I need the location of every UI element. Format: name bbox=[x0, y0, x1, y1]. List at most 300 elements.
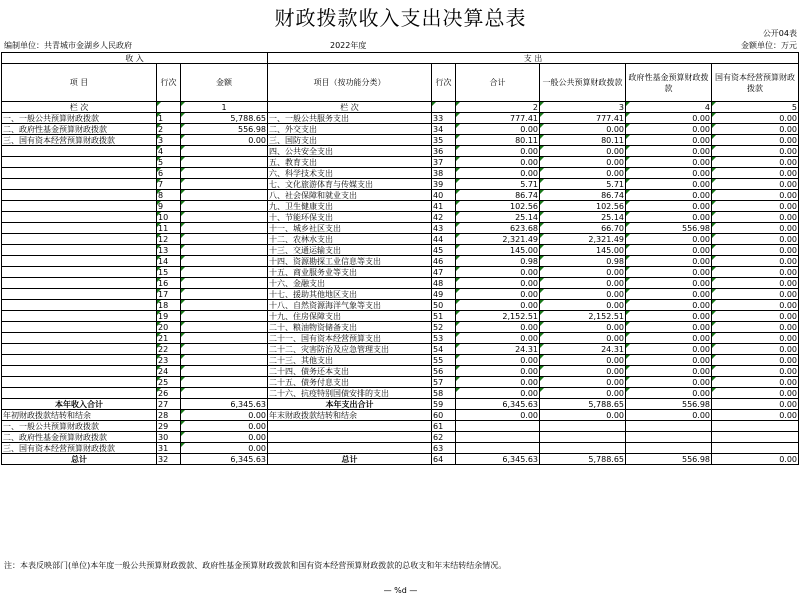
expense-row-no: 54 bbox=[432, 344, 456, 355]
expense-total: 0.00 bbox=[456, 289, 540, 300]
expense-general-budget: 0.00 bbox=[540, 289, 626, 300]
carryover-expense-row-no: 61 bbox=[432, 421, 456, 432]
expense-gov-fund: 0.00 bbox=[626, 388, 712, 399]
income-amount bbox=[181, 201, 268, 212]
expense-general-budget: 777.41 bbox=[540, 113, 626, 124]
expense-total: 25.14 bbox=[456, 212, 540, 223]
expense-gov-fund: 0.00 bbox=[626, 190, 712, 201]
carryover-income-item: 二、政府性基金预算财政拨款 bbox=[2, 432, 157, 443]
income-item bbox=[2, 333, 157, 344]
carryover-expense-total bbox=[456, 443, 540, 454]
income-row-no: 6 bbox=[157, 168, 181, 179]
income-amount bbox=[181, 168, 268, 179]
expense-row-no: 51 bbox=[432, 311, 456, 322]
expense-item: 二十一、国有资本经营预算支出 bbox=[268, 333, 432, 344]
grand-total-expense-row-no: 64 bbox=[432, 454, 456, 465]
expense-general-budget: 0.00 bbox=[540, 278, 626, 289]
expense-row-no: 42 bbox=[432, 212, 456, 223]
carryover-expense-state-capital bbox=[712, 432, 799, 443]
grand-total-income-amount: 6,345.63 bbox=[181, 454, 268, 465]
carryover-income-item: 一、一般公共预算财政拨款 bbox=[2, 421, 157, 432]
grand-total-row bbox=[2, 454, 799, 465]
carryover-expense-item bbox=[268, 432, 432, 443]
table-note: 注：本表反映部门(单位)本年度一般公共预算财政拨款、政府性基金预算财政拨款和国有资本经营预算财政拨款的总收支和年末结转结余情况。 bbox=[4, 561, 507, 570]
income-item bbox=[2, 223, 157, 234]
income-item bbox=[2, 355, 157, 366]
year-expense-state-capital: 0.00 bbox=[712, 399, 799, 410]
expense-state-capital: 0.00 bbox=[712, 300, 799, 311]
expense-row-no: 47 bbox=[432, 267, 456, 278]
year-expense-total: 6,345.63 bbox=[456, 399, 540, 410]
income-item bbox=[2, 366, 157, 377]
income-row-no: 2 bbox=[157, 124, 181, 135]
carryover-expense-state-capital: 0.00 bbox=[712, 410, 799, 421]
grand-total-income-label: 总计 bbox=[2, 454, 157, 465]
expense-total: 0.00 bbox=[456, 366, 540, 377]
expense-state-capital: 0.00 bbox=[712, 157, 799, 168]
expense-gov-fund: 0.00 bbox=[626, 377, 712, 388]
income-row-no: 25 bbox=[157, 377, 181, 388]
expense-general-budget: 0.00 bbox=[540, 355, 626, 366]
income-row-no: 24 bbox=[157, 366, 181, 377]
expense-state-capital: 0.00 bbox=[712, 377, 799, 388]
expense-gov-fund: 0.00 bbox=[626, 311, 712, 322]
income-item bbox=[2, 300, 157, 311]
expense-total: 145.00 bbox=[456, 245, 540, 256]
expense-state-capital: 0.00 bbox=[712, 168, 799, 179]
year-income-total-label: 本年收入合计 bbox=[2, 399, 157, 410]
expense-gov-fund: 0.00 bbox=[626, 245, 712, 256]
expense-item: 十二、农林水支出 bbox=[268, 234, 432, 245]
table-row bbox=[2, 388, 799, 399]
col-index-1: 1 bbox=[181, 102, 268, 113]
income-row-no: 8 bbox=[157, 190, 181, 201]
state-capital-header: 国有资本经营预算财政拨款 bbox=[712, 64, 799, 102]
expense-row-no: 49 bbox=[432, 289, 456, 300]
lan-ci-label: 栏 次 bbox=[2, 102, 157, 113]
income-amount bbox=[181, 179, 268, 190]
expense-general-budget: 5.71 bbox=[540, 179, 626, 190]
expense-item: 二十六、抗疫特别国债安排的支出 bbox=[268, 388, 432, 399]
expense-gov-fund: 0.00 bbox=[626, 267, 712, 278]
income-amount bbox=[181, 157, 268, 168]
carryover-expense-state-capital bbox=[712, 443, 799, 454]
expense-item: 九、卫生健康支出 bbox=[268, 201, 432, 212]
income-row-no: 1 bbox=[157, 113, 181, 124]
expense-total: 0.00 bbox=[456, 157, 540, 168]
year-expense-general-budget: 5,788.65 bbox=[540, 399, 626, 410]
expense-total: 5.71 bbox=[456, 179, 540, 190]
expense-general-budget: 0.00 bbox=[540, 267, 626, 278]
expense-state-capital: 0.00 bbox=[712, 333, 799, 344]
income-row-no: 4 bbox=[157, 146, 181, 157]
expense-item: 十九、住房保障支出 bbox=[268, 311, 432, 322]
expense-row-no: 46 bbox=[432, 256, 456, 267]
expense-row-no-header: 行次 bbox=[432, 64, 456, 102]
year-income-total-row-no: 27 bbox=[157, 399, 181, 410]
total-header: 合计 bbox=[456, 64, 540, 102]
expense-item: 十五、商业服务业等支出 bbox=[268, 267, 432, 278]
carryover-expense-item: 年末财政拨款结转和结余 bbox=[268, 410, 432, 421]
table-row bbox=[2, 300, 799, 311]
income-item bbox=[2, 344, 157, 355]
income-item bbox=[2, 234, 157, 245]
gov-fund-header: 政府性基金预算财政拨款 bbox=[626, 64, 712, 102]
carryover-income-amount: 0.00 bbox=[181, 432, 268, 443]
income-row-no: 9 bbox=[157, 201, 181, 212]
income-amount: 5,788.65 bbox=[181, 113, 268, 124]
expense-item-header: 项目（按功能分类） bbox=[268, 64, 432, 102]
income-amount bbox=[181, 300, 268, 311]
table-row bbox=[2, 135, 799, 146]
expense-total: 623.68 bbox=[456, 223, 540, 234]
income-amount bbox=[181, 355, 268, 366]
expense-gov-fund: 0.00 bbox=[626, 322, 712, 333]
income-amount bbox=[181, 333, 268, 344]
carryover-expense-gov-fund bbox=[626, 432, 712, 443]
carryover-expense-gov-fund: 0.00 bbox=[626, 410, 712, 421]
income-row-no: 15 bbox=[157, 267, 181, 278]
expense-total: 0.00 bbox=[456, 168, 540, 179]
expense-general-budget: 0.00 bbox=[540, 300, 626, 311]
expense-state-capital: 0.00 bbox=[712, 146, 799, 157]
expense-state-capital: 0.00 bbox=[712, 322, 799, 333]
income-amount bbox=[181, 267, 268, 278]
expense-item: 二、外交支出 bbox=[268, 124, 432, 135]
income-item bbox=[2, 212, 157, 223]
expense-item: 五、教育支出 bbox=[268, 157, 432, 168]
table-row bbox=[2, 168, 799, 179]
income-amount bbox=[181, 234, 268, 245]
expense-general-budget: 0.00 bbox=[540, 322, 626, 333]
carryover-expense-general-budget bbox=[540, 421, 626, 432]
report-year: 2022年度 bbox=[330, 41, 367, 50]
expense-state-capital: 0.00 bbox=[712, 212, 799, 223]
expense-gov-fund: 0.00 bbox=[626, 300, 712, 311]
expense-general-budget: 86.74 bbox=[540, 190, 626, 201]
expense-gov-fund: 0.00 bbox=[626, 234, 712, 245]
general-budget-header: 一般公共预算财政拨款 bbox=[540, 64, 626, 102]
expense-item: 二十、粮油物资储备支出 bbox=[268, 322, 432, 333]
page-footer: — %d — bbox=[383, 586, 418, 595]
expense-total: 0.98 bbox=[456, 256, 540, 267]
income-row-no: 19 bbox=[157, 311, 181, 322]
income-amount: 0.00 bbox=[181, 135, 268, 146]
income-item bbox=[2, 201, 157, 212]
income-item bbox=[2, 278, 157, 289]
expense-general-budget: 24.31 bbox=[540, 344, 626, 355]
expense-row-no: 33 bbox=[432, 113, 456, 124]
expense-general-budget: 145.00 bbox=[540, 245, 626, 256]
year-income-total-amount: 6,345.63 bbox=[181, 399, 268, 410]
income-item bbox=[2, 377, 157, 388]
expense-item: 六、科学技术支出 bbox=[268, 168, 432, 179]
expense-row-no: 43 bbox=[432, 223, 456, 234]
income-row-no: 21 bbox=[157, 333, 181, 344]
table-row bbox=[2, 223, 799, 234]
expense-gov-fund: 0.00 bbox=[626, 289, 712, 300]
expense-gov-fund: 0.00 bbox=[626, 278, 712, 289]
carryover-expense-row-no: 62 bbox=[432, 432, 456, 443]
table-row bbox=[2, 289, 799, 300]
income-section-header: 收 入 bbox=[2, 53, 268, 64]
expense-general-budget: 0.98 bbox=[540, 256, 626, 267]
year-total-row bbox=[2, 399, 799, 410]
income-amount bbox=[181, 223, 268, 234]
table-row bbox=[2, 256, 799, 267]
income-amount bbox=[181, 190, 268, 201]
expense-state-capital: 0.00 bbox=[712, 366, 799, 377]
expense-total: 777.41 bbox=[456, 113, 540, 124]
carryover-expense-total bbox=[456, 421, 540, 432]
expense-state-capital: 0.00 bbox=[712, 256, 799, 267]
expense-gov-fund: 0.00 bbox=[626, 168, 712, 179]
expense-general-budget: 0.00 bbox=[540, 157, 626, 168]
income-amount bbox=[181, 322, 268, 333]
section-header-row bbox=[2, 53, 799, 64]
expense-row-no: 40 bbox=[432, 190, 456, 201]
table-row bbox=[2, 179, 799, 190]
expense-total: 0.00 bbox=[456, 377, 540, 388]
expense-state-capital: 0.00 bbox=[712, 388, 799, 399]
expense-total: 0.00 bbox=[456, 278, 540, 289]
expense-item: 二十三、其他支出 bbox=[268, 355, 432, 366]
income-item bbox=[2, 245, 157, 256]
income-row-no: 7 bbox=[157, 179, 181, 190]
year-expense-total-label: 本年支出合计 bbox=[268, 399, 432, 410]
carryover-expense-general-budget bbox=[540, 432, 626, 443]
carryover-income-row-no: 29 bbox=[157, 421, 181, 432]
expense-state-capital: 0.00 bbox=[712, 267, 799, 278]
expense-item: 二十五、债务付息支出 bbox=[268, 377, 432, 388]
expense-total: 80.11 bbox=[456, 135, 540, 146]
table-row bbox=[2, 146, 799, 157]
expense-gov-fund: 0.00 bbox=[626, 124, 712, 135]
expense-total: 2,321.49 bbox=[456, 234, 540, 245]
expense-general-budget: 2,152.51 bbox=[540, 311, 626, 322]
expense-general-budget: 66.70 bbox=[540, 223, 626, 234]
table-row bbox=[2, 311, 799, 322]
income-item bbox=[2, 289, 157, 300]
table-row bbox=[2, 190, 799, 201]
expense-row-no: 55 bbox=[432, 355, 456, 366]
expense-gov-fund: 0.00 bbox=[626, 157, 712, 168]
carryover-income-item: 三、国有资本经营预算财政拨款 bbox=[2, 443, 157, 454]
table-row bbox=[2, 278, 799, 289]
expense-gov-fund: 0.00 bbox=[626, 366, 712, 377]
expense-row-no: 35 bbox=[432, 135, 456, 146]
carryover-row bbox=[2, 432, 799, 443]
expense-row-no: 44 bbox=[432, 234, 456, 245]
expense-gov-fund: 0.00 bbox=[626, 256, 712, 267]
expense-item: 四、公共安全支出 bbox=[268, 146, 432, 157]
carryover-income-row-no: 28 bbox=[157, 410, 181, 421]
income-item bbox=[2, 190, 157, 201]
table-row bbox=[2, 333, 799, 344]
compiling-unit: 编制单位：共青城市金湖乡人民政府 bbox=[4, 41, 132, 50]
carryover-expense-row-no: 60 bbox=[432, 410, 456, 421]
lan-ci-label-2: 栏 次 bbox=[268, 102, 432, 113]
expense-gov-fund: 0.00 bbox=[626, 212, 712, 223]
expense-total: 0.00 bbox=[456, 322, 540, 333]
expense-state-capital: 0.00 bbox=[712, 201, 799, 212]
expense-general-budget: 25.14 bbox=[540, 212, 626, 223]
expense-general-budget: 102.56 bbox=[540, 201, 626, 212]
expense-state-capital: 0.00 bbox=[712, 245, 799, 256]
expense-total: 102.56 bbox=[456, 201, 540, 212]
expense-item: 十一、城乡社区支出 bbox=[268, 223, 432, 234]
col-index-4: 4 bbox=[626, 102, 712, 113]
expense-gov-fund: 556.98 bbox=[626, 223, 712, 234]
expense-total: 0.00 bbox=[456, 355, 540, 366]
income-amount bbox=[181, 344, 268, 355]
expense-row-no: 56 bbox=[432, 366, 456, 377]
income-amount bbox=[181, 212, 268, 223]
grand-total-state-capital: 0.00 bbox=[712, 454, 799, 465]
expense-row-no: 50 bbox=[432, 300, 456, 311]
table-row bbox=[2, 124, 799, 135]
expense-total: 0.00 bbox=[456, 333, 540, 344]
income-item bbox=[2, 168, 157, 179]
table-row bbox=[2, 366, 799, 377]
income-amount bbox=[181, 311, 268, 322]
carryover-expense-gov-fund bbox=[626, 421, 712, 432]
expense-row-no: 53 bbox=[432, 333, 456, 344]
table-row bbox=[2, 377, 799, 388]
expense-item: 十四、资源勘探工业信息等支出 bbox=[268, 256, 432, 267]
expense-total: 86.74 bbox=[456, 190, 540, 201]
income-row-no: 13 bbox=[157, 245, 181, 256]
expense-state-capital: 0.00 bbox=[712, 234, 799, 245]
carryover-income-amount: 0.00 bbox=[181, 443, 268, 454]
carryover-income-row-no: 31 bbox=[157, 443, 181, 454]
expense-row-no: 45 bbox=[432, 245, 456, 256]
column-index-row bbox=[2, 102, 799, 113]
grand-total-income-row-no: 32 bbox=[157, 454, 181, 465]
expense-state-capital: 0.00 bbox=[712, 113, 799, 124]
table-row bbox=[2, 234, 799, 245]
expense-item: 二十二、灾害防治及应急管理支出 bbox=[268, 344, 432, 355]
expense-gov-fund: 0.00 bbox=[626, 344, 712, 355]
expense-item: 七、文化旅游体育与传媒支出 bbox=[268, 179, 432, 190]
expense-state-capital: 0.00 bbox=[712, 190, 799, 201]
carryover-expense-item bbox=[268, 443, 432, 454]
expense-general-budget: 0.00 bbox=[540, 146, 626, 157]
expense-total: 0.00 bbox=[456, 124, 540, 135]
income-item: 一、一般公共预算财政拨款 bbox=[2, 113, 157, 124]
expense-gov-fund: 0.00 bbox=[626, 201, 712, 212]
income-row-no: 26 bbox=[157, 388, 181, 399]
income-row-no: 16 bbox=[157, 278, 181, 289]
income-amount-header: 金额 bbox=[181, 64, 268, 102]
expense-general-budget: 0.00 bbox=[540, 366, 626, 377]
expense-general-budget: 0.00 bbox=[540, 388, 626, 399]
carryover-expense-total bbox=[456, 432, 540, 443]
year-expense-total-row-no: 59 bbox=[432, 399, 456, 410]
expense-state-capital: 0.00 bbox=[712, 289, 799, 300]
table-row bbox=[2, 157, 799, 168]
expense-state-capital: 0.00 bbox=[712, 278, 799, 289]
expense-state-capital: 0.00 bbox=[712, 223, 799, 234]
expense-general-budget: 80.11 bbox=[540, 135, 626, 146]
expense-item: 十七、援助其他地区支出 bbox=[268, 289, 432, 300]
carryover-expense-general-budget bbox=[540, 443, 626, 454]
income-amount bbox=[181, 256, 268, 267]
expense-row-no: 57 bbox=[432, 377, 456, 388]
income-item bbox=[2, 256, 157, 267]
carryover-expense-gov-fund bbox=[626, 443, 712, 454]
income-item bbox=[2, 311, 157, 322]
col-index-2: 2 bbox=[456, 102, 540, 113]
carryover-expense-total: 0.00 bbox=[456, 410, 540, 421]
income-item bbox=[2, 322, 157, 333]
carryover-expense-row-no: 63 bbox=[432, 443, 456, 454]
table-row bbox=[2, 201, 799, 212]
income-item bbox=[2, 146, 157, 157]
income-row-no: 12 bbox=[157, 234, 181, 245]
income-row-no: 20 bbox=[157, 322, 181, 333]
col-index-5: 5 bbox=[712, 102, 799, 113]
table-row bbox=[2, 245, 799, 256]
carryover-income-amount: 0.00 bbox=[181, 421, 268, 432]
expense-row-no: 39 bbox=[432, 179, 456, 190]
expense-state-capital: 0.00 bbox=[712, 135, 799, 146]
income-amount: 556.98 bbox=[181, 124, 268, 135]
income-row-no: 18 bbox=[157, 300, 181, 311]
income-item-header: 项 目 bbox=[2, 64, 157, 102]
expense-item: 十八、自然资源海洋气象等支出 bbox=[268, 300, 432, 311]
expense-total: 2,152.51 bbox=[456, 311, 540, 322]
income-item bbox=[2, 179, 157, 190]
table-row bbox=[2, 212, 799, 223]
carryover-income-item: 年初财政拨款结转和结余 bbox=[2, 410, 157, 421]
expense-state-capital: 0.00 bbox=[712, 179, 799, 190]
expense-section-header: 支 出 bbox=[268, 53, 799, 64]
income-amount bbox=[181, 366, 268, 377]
income-amount bbox=[181, 377, 268, 388]
column-header-row bbox=[2, 64, 799, 102]
expense-general-budget: 0.00 bbox=[540, 168, 626, 179]
expense-general-budget: 0.00 bbox=[540, 333, 626, 344]
income-row-no: 11 bbox=[157, 223, 181, 234]
income-amount bbox=[181, 245, 268, 256]
income-row-no: 17 bbox=[157, 289, 181, 300]
table-row bbox=[2, 322, 799, 333]
table-row bbox=[2, 267, 799, 278]
expense-item: 十三、交通运输支出 bbox=[268, 245, 432, 256]
carryover-row bbox=[2, 410, 799, 421]
expense-item: 三、国防支出 bbox=[268, 135, 432, 146]
expense-row-no: 36 bbox=[432, 146, 456, 157]
income-row-no: 23 bbox=[157, 355, 181, 366]
expense-row-no: 52 bbox=[432, 322, 456, 333]
income-amount bbox=[181, 289, 268, 300]
expense-item: 一、一般公共服务支出 bbox=[268, 113, 432, 124]
expense-state-capital: 0.00 bbox=[712, 124, 799, 135]
grand-total-gov-fund: 556.98 bbox=[626, 454, 712, 465]
budget-summary-table bbox=[1, 52, 799, 465]
expense-gov-fund: 0.00 bbox=[626, 135, 712, 146]
expense-state-capital: 0.00 bbox=[712, 355, 799, 366]
income-row-no: 14 bbox=[157, 256, 181, 267]
carryover-row bbox=[2, 443, 799, 454]
expense-state-capital: 0.00 bbox=[712, 311, 799, 322]
expense-item: 八、社会保障和就业支出 bbox=[268, 190, 432, 201]
income-row-no: 10 bbox=[157, 212, 181, 223]
grand-total-general-budget: 5,788.65 bbox=[540, 454, 626, 465]
carryover-row bbox=[2, 421, 799, 432]
empty-cell bbox=[432, 102, 456, 113]
